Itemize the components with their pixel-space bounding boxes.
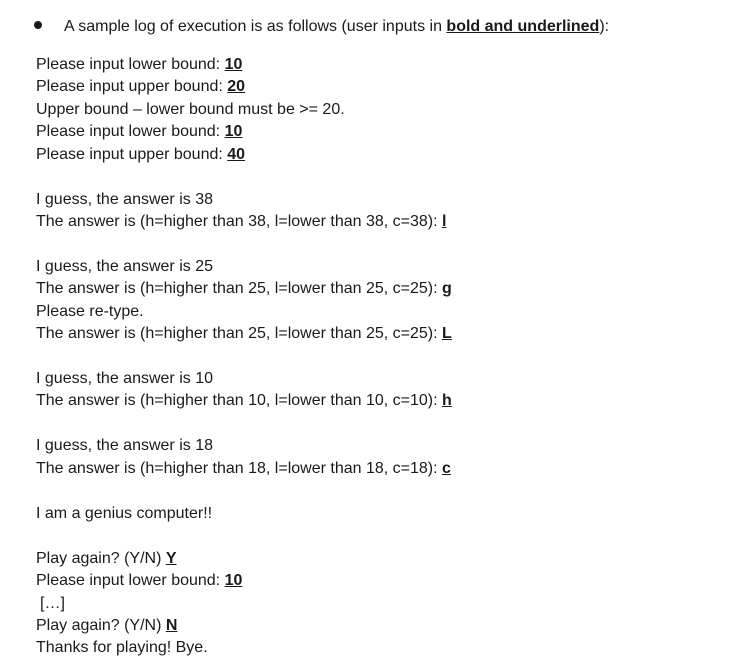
log-line (36, 99, 452, 121)
message-text: I guess, the answer is 10 (36, 370, 213, 388)
log-line (36, 390, 452, 412)
prompt-text: Please input lower bound: (36, 56, 225, 73)
message-text: Please re-type. (36, 302, 144, 320)
blank-line (36, 233, 452, 256)
user-input: l (442, 212, 447, 230)
log-line (36, 593, 452, 615)
bullet-icon (34, 21, 42, 29)
user-input: L (442, 325, 452, 343)
prompt-text: Play again? (Y/N) (36, 549, 166, 567)
prompt-text: The answer is (h=higher than 10, l=lower than 10, c=10): (36, 392, 443, 410)
user-input: h (442, 392, 452, 410)
log-line (36, 637, 452, 659)
prompt-text: Please input lower bound: (36, 123, 225, 141)
user-input: g (442, 280, 452, 298)
message-text: I guess, the answer is 38 (36, 190, 213, 208)
blank-line (36, 345, 452, 368)
user-input: 10 (224, 572, 243, 590)
log-line (36, 278, 452, 300)
log-line (36, 301, 452, 323)
log-line (36, 189, 452, 211)
execution-log (36, 54, 452, 660)
user-input: 10 (224, 123, 243, 141)
log-line (36, 458, 452, 480)
prompt-text: Please input lower bound: (36, 572, 225, 590)
ellipsis-text: […] (40, 594, 65, 612)
user-input: Y (165, 549, 177, 567)
prompt-text: Please input upper bound: (36, 145, 228, 163)
message-text: I guess, the answer is 25 (36, 257, 213, 275)
message-text: I guess, the answer is 18 (36, 437, 213, 455)
blank-line (36, 525, 452, 548)
user-input: 40 (227, 145, 246, 163)
intro-prefix: A sample log of execution is as follows (user inputs in (64, 18, 447, 35)
log-line (36, 435, 452, 457)
user-input: c (442, 459, 451, 477)
log-line (36, 503, 452, 525)
message-text: I am a genius computer!! (36, 504, 213, 522)
log-line (36, 121, 452, 143)
log-line (36, 615, 452, 637)
blank-line (36, 166, 452, 189)
log-line (36, 76, 452, 98)
log-line (36, 256, 452, 278)
blank-line (36, 480, 452, 503)
intro-suffix: ): (599, 18, 610, 35)
user-input: 20 (227, 78, 246, 96)
user-input: N (165, 616, 178, 634)
log-line (36, 144, 452, 166)
log-line (36, 323, 452, 345)
prompt-text: The answer is (h=higher than 38, l=lower than 38, c=38): (36, 212, 443, 230)
message-text: Upper bound – lower bound must be >= 20. (36, 100, 345, 118)
intro-emphasis: bold and underlined (446, 18, 600, 35)
prompt-text: Play again? (Y/N) (36, 616, 166, 634)
intro-bullet (34, 16, 609, 38)
log-line (36, 570, 452, 592)
user-input: 10 (224, 56, 243, 73)
log-line (36, 548, 452, 570)
prompt-text: The answer is (h=higher than 25, l=lower than 25, c=25): (36, 325, 443, 343)
message-text: Thanks for playing! Bye. (36, 639, 208, 657)
log-line (36, 54, 452, 76)
log-line (36, 211, 452, 233)
prompt-text: The answer is (h=higher than 25, l=lower than 25, c=25): (36, 280, 443, 298)
log-line (36, 368, 452, 390)
prompt-text: Please input upper bound: (36, 78, 228, 96)
prompt-text: The answer is (h=higher than 18, l=lower than 18, c=18): (36, 459, 443, 477)
blank-line (36, 413, 452, 436)
